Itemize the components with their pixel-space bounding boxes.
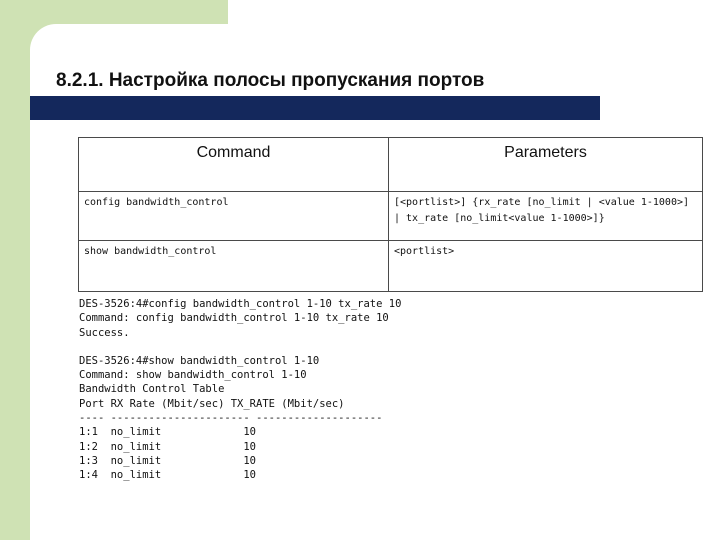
console-line: Command: show bandwidth_control 1-10 xyxy=(79,369,307,382)
console-line: DES-3526:4#config bandwidth_control 1-10 tx_rate 10 xyxy=(79,298,402,310)
console-line: DES-3526:4#show bandwidth_control 1-10 xyxy=(79,354,320,367)
console-output xyxy=(79,297,401,483)
cell-parameters: [<portlist>] {rx_rate [no_limit | <value 1-1000>] | tx_rate [no_limit<value 1-1000>]} xyxy=(389,192,703,241)
console-line: Bandwidth Control Table xyxy=(79,383,225,396)
command-table xyxy=(78,137,703,292)
console-line: Command: config bandwidth_control 1-10 tx_rate 10 xyxy=(79,312,389,325)
table-header-row xyxy=(79,138,703,192)
cell-command: show bandwidth_control xyxy=(79,241,389,292)
console-line: 1:3 no_limit 10 xyxy=(79,454,257,467)
header-command: Command xyxy=(79,138,389,192)
console-line: 1:1 no_limit 10 xyxy=(79,426,257,439)
cell-command: config bandwidth_control xyxy=(79,192,389,241)
console-line: Success. xyxy=(79,326,130,339)
console-line: Port RX Rate (Mbit/sec) TX_RATE (Mbit/sec) xyxy=(79,397,345,410)
console-line: 1:4 no_limit 10 xyxy=(79,469,257,482)
console-line: 1:2 no_limit 10 xyxy=(79,440,257,453)
slide-title: 8.2.1. Настройка полосы пропускания портов xyxy=(56,70,485,91)
decor-green-left xyxy=(0,0,30,540)
table-row xyxy=(79,192,703,241)
title-underline-bar xyxy=(30,96,600,120)
table-row xyxy=(79,241,703,292)
cell-parameters: <portlist> xyxy=(389,241,703,292)
header-parameters: Parameters xyxy=(389,138,703,192)
console-line: ---- ---------------------- -------------------- xyxy=(79,412,383,425)
console-spacer xyxy=(79,340,401,354)
